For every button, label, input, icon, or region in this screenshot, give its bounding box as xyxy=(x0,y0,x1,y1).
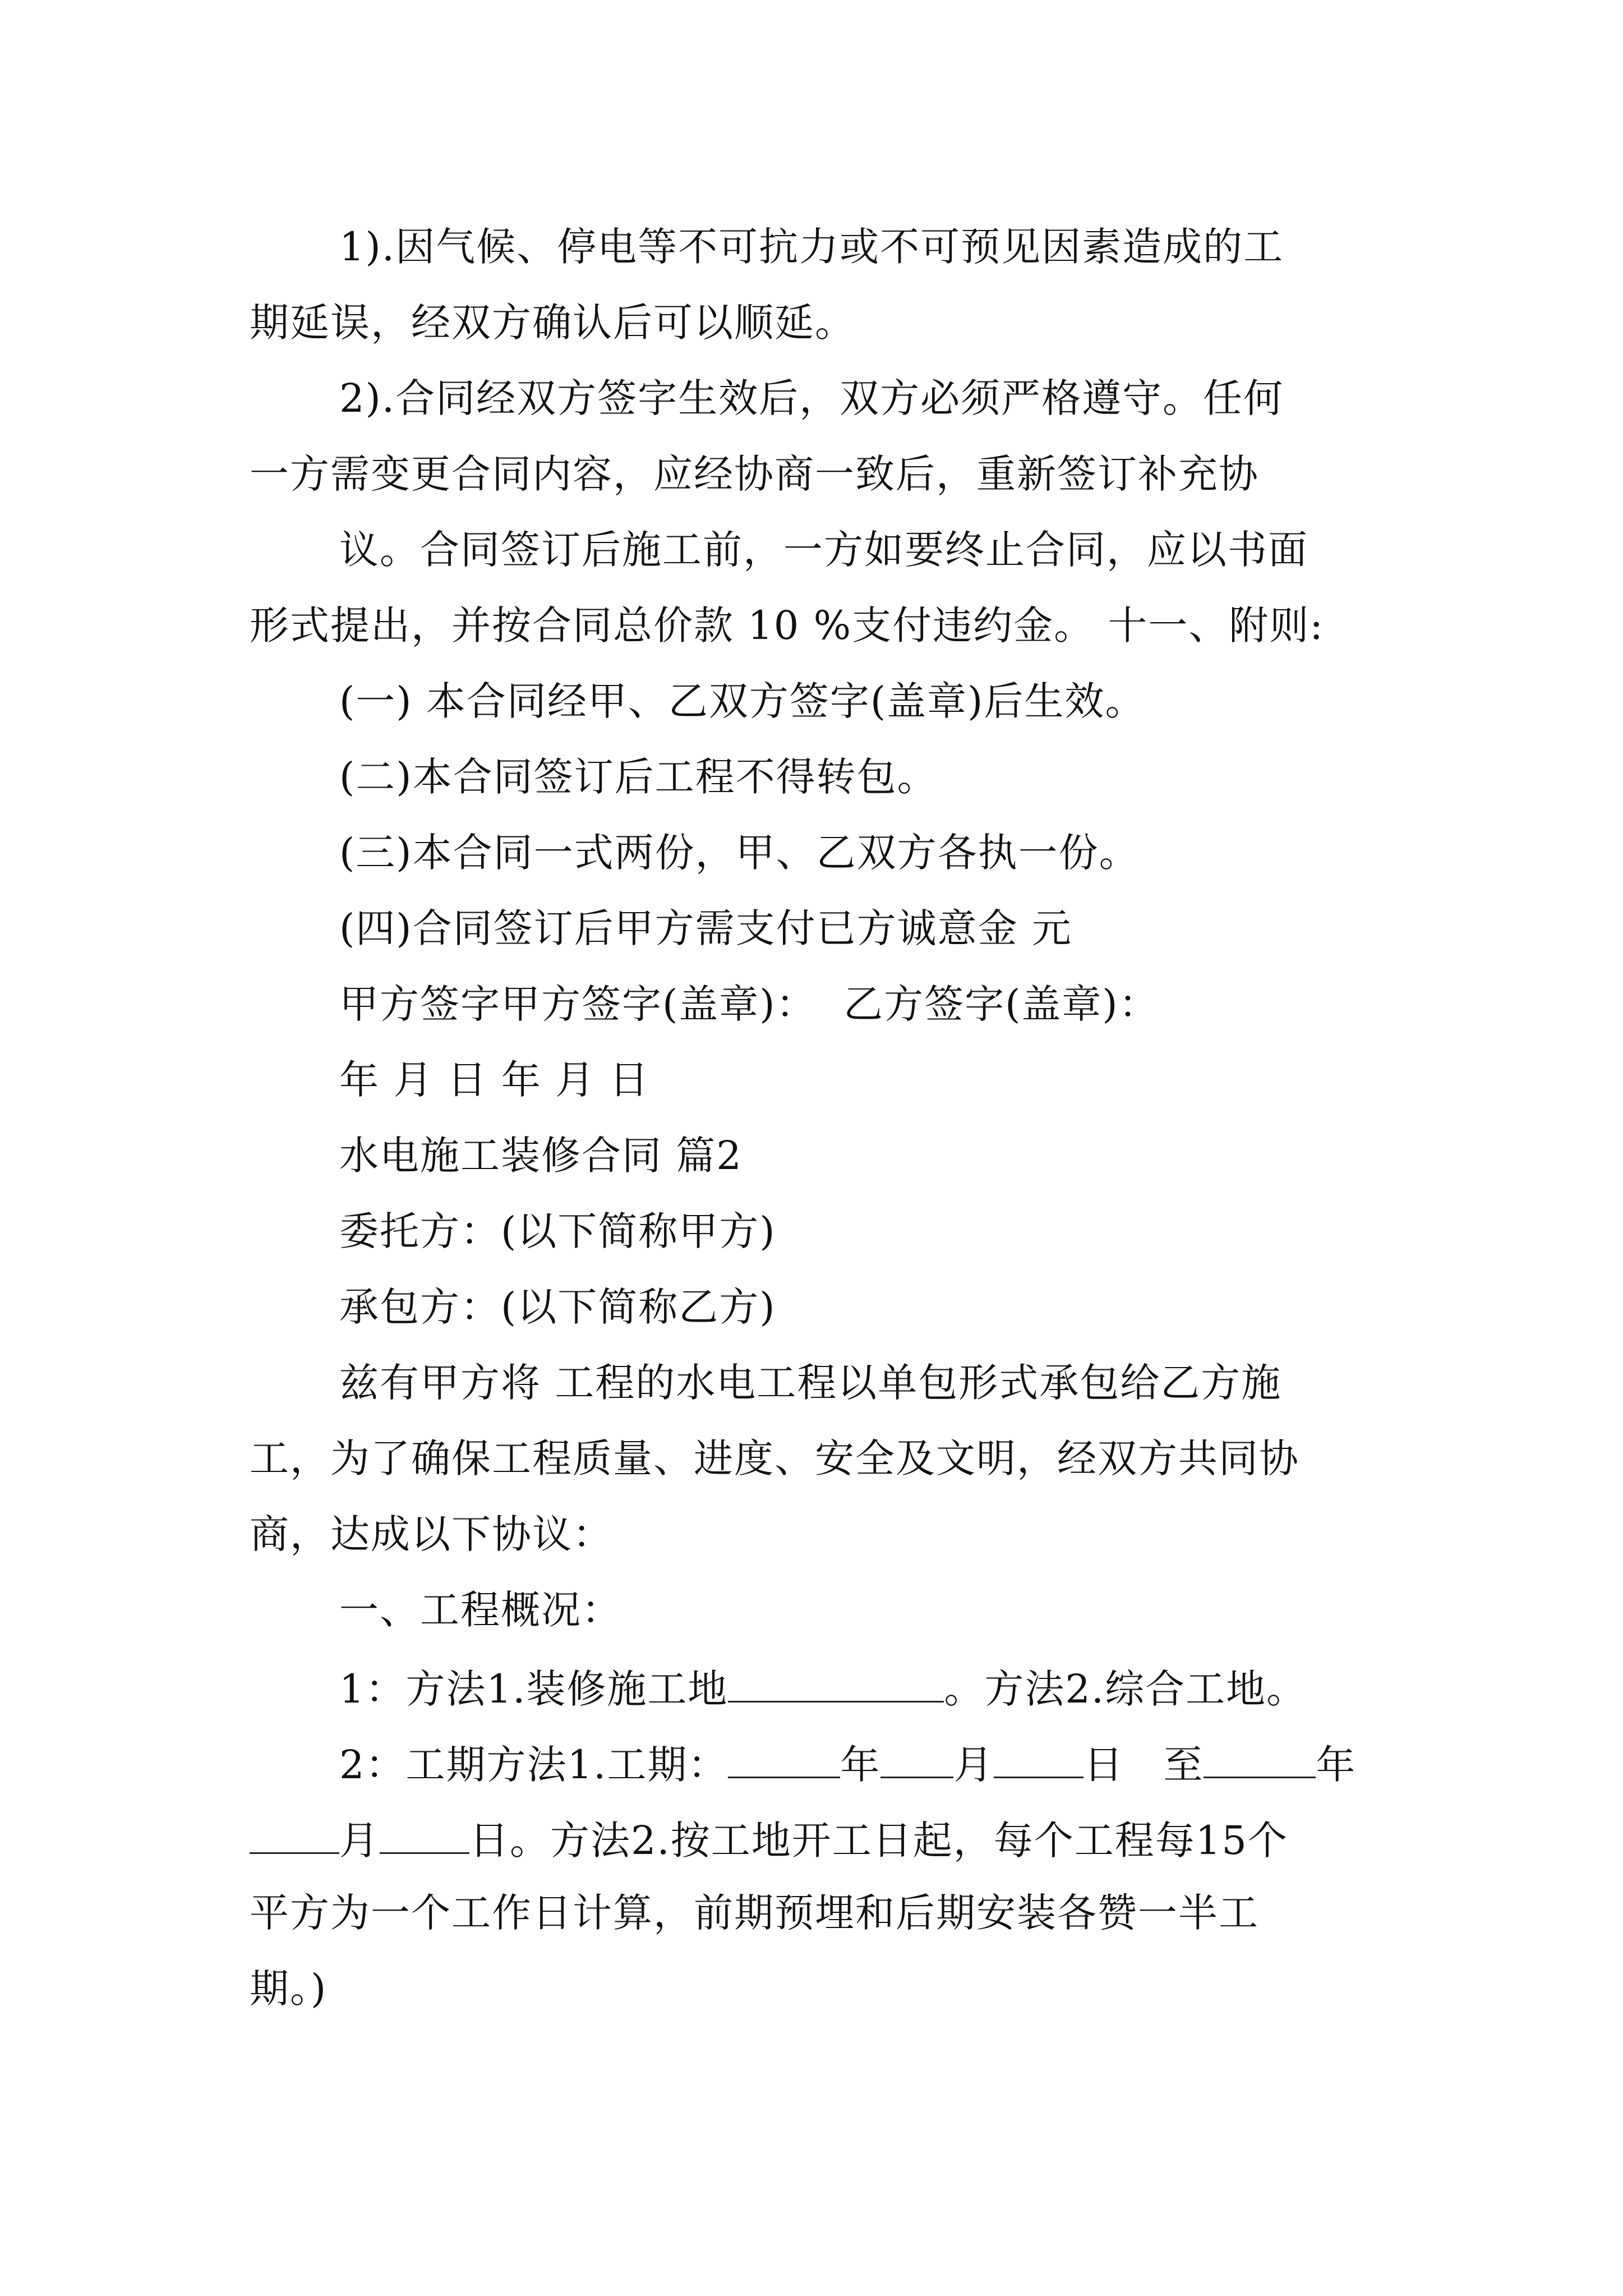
year-blank xyxy=(728,1742,840,1778)
month-blank xyxy=(250,1818,339,1854)
signature-line: 甲方签字甲方签字(盖章)： 乙方签字(盖章)： xyxy=(339,981,1159,1027)
period-prefix: 2：工期方法1.工期： xyxy=(339,1742,728,1788)
text-line: 期。) xyxy=(250,1966,328,2012)
text-line: 平方为一个工作日计算，前期预埋和后期安装各赞一半工 xyxy=(250,1890,1259,1936)
text-line: 1).因气候、停电等不可抗力或不可预见因素造成的工 xyxy=(339,224,1284,270)
text-line: 承包方：(以下简称乙方) xyxy=(339,1284,776,1330)
text-line: 期延误，经双方确认后可以顺延。 xyxy=(250,300,855,346)
site-blank xyxy=(728,1666,944,1703)
year-blank xyxy=(1204,1742,1316,1778)
text-line: (四)合同签订后甲方需支付已方诚意金 元 xyxy=(339,905,1072,951)
text-line: 一方需变更合同内容，应经协商一致后，重新签订补充协 xyxy=(250,451,1259,497)
text-line: 2).合同经双方签字生效后，双方必须严格遵守。任何 xyxy=(339,375,1284,421)
text-line: (二)本合同签订后工程不得转包。 xyxy=(339,754,938,800)
text-line: 一、工程概况： xyxy=(339,1587,622,1633)
day-blank xyxy=(994,1742,1083,1778)
period-day-2: 日。方法2.按工地开工日起，每个工程每15个 xyxy=(469,1818,1288,1864)
period-line xyxy=(339,1742,1357,1788)
date-line: 年 月 日 年 月 日 xyxy=(339,1057,650,1103)
text-line: 兹有甲方将 工程的水电工程以单包形式承包给乙方施 xyxy=(339,1360,1282,1406)
period-month-2: 月 xyxy=(339,1818,380,1864)
site-suffix: 。方法2.综合工地。 xyxy=(944,1666,1307,1712)
text-line: 工，为了确保工程质量、进度、安全及文明，经双方共同协 xyxy=(250,1435,1299,1481)
site-line xyxy=(339,1666,1307,1712)
period-to: 至 xyxy=(1163,1742,1204,1788)
text-line: (三)本合同一式两份，甲、乙双方各执一份。 xyxy=(339,830,1140,876)
month-blank xyxy=(880,1742,953,1778)
site-prefix: 1：方法1.装修施工地 xyxy=(339,1666,728,1712)
period-month: 月 xyxy=(953,1742,994,1788)
text-line: (一) 本合同经甲、乙双方签字(盖章)后生效。 xyxy=(339,678,1146,724)
text-line: 形式提出，并按合同总价款 10 %支付违约金。 十一、附则: xyxy=(250,602,1324,648)
section-title: 水电施工装修合同 篇2 xyxy=(339,1133,743,1179)
text-line: 议。合同签订后施工前，一方如要终止合同，应以书面 xyxy=(339,527,1308,573)
text-line: 商，达成以下协议： xyxy=(250,1511,613,1557)
text-line: 委托方：(以下简称甲方) xyxy=(339,1208,776,1254)
period-year-2: 年 xyxy=(1316,1742,1357,1788)
period-day: 日 xyxy=(1083,1742,1124,1788)
period-line-continued xyxy=(250,1818,1288,1864)
day-blank xyxy=(380,1818,469,1854)
period-year: 年 xyxy=(840,1742,881,1788)
